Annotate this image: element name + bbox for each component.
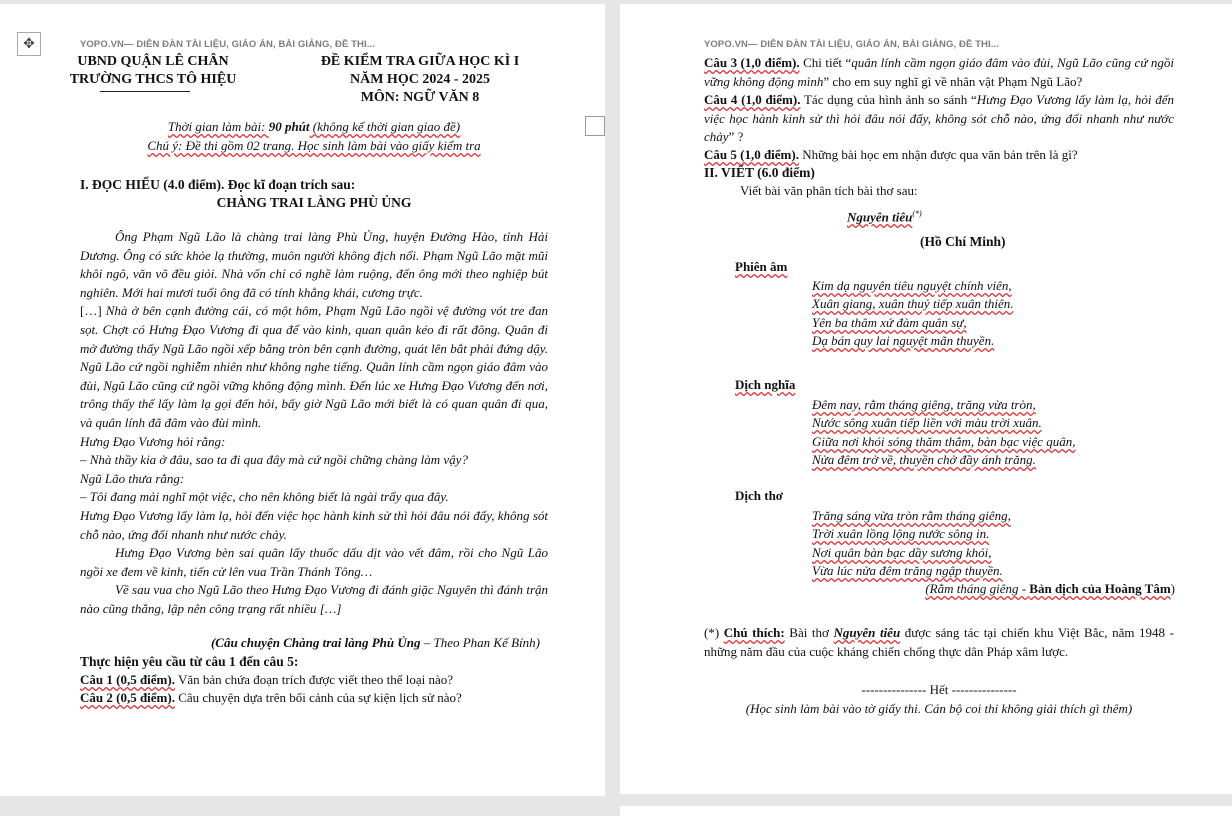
end-note: (Học sinh làm bài vào tờ giấy thi. Cán bộ coi thi không giải thích gì thêm) bbox=[745, 701, 1133, 716]
time-line: Thời gian làm bài: 90 phút (không kể thời gian giao đề) bbox=[167, 119, 461, 134]
section2-title: II. VIẾT (6.0 điểm) bbox=[704, 165, 815, 180]
question-5: Câu 5 (1,0 điểm). Những bài học em nhận được qua văn bản trên là gì? bbox=[704, 147, 1078, 162]
poem-line: Yên ba thâm xứ đàm quân sự, bbox=[812, 315, 967, 330]
story-paragraph: – Tôi đang mải nghĩ một việc, cho nên không biết là ngài trẩy qua đây. bbox=[80, 489, 449, 505]
story-text bbox=[80, 228, 548, 618]
school-authority: UBND QUẬN LÊ CHÂN bbox=[77, 54, 229, 69]
poem-line: Nước sông xuân tiếp liền với màu trời xuân. bbox=[812, 415, 1042, 430]
dich-tho-label: Dịch thơ bbox=[735, 488, 784, 503]
poem-line: Trời xuân lồng lộng nước sông in. bbox=[812, 526, 990, 541]
poem-line: Dạ bán quy lai nguyệt mãn thuyền. bbox=[812, 333, 995, 348]
story-paragraph: […] Nhà ở bên cạnh đường cái, có một hôm, Phạm Ngũ Lão ngồi vệ đường vót tre đan sọt. Chợt có Hưng Đạo Vương đi qua để vào kinh, quan quân kéo đi rất đông. Quân đi mở đường thấy Ngũ Lão ngồi xếp bằng tròn bên cạnh đường, quát lên bắt phải đứng dậy. Ngũ Lão cứ ngồi nghiễm nhiên như không nghe tiếng. Quân lính cầm ngọn giáo đâm vào đùi, Ngũ Lão cũng cứ ngồi vững không động mình. Đến lúc xe Hưng Đạo Vương đến nơi, trông thấy thế lấy làm lạ gọi đến hỏi, bấy giờ Ngũ Lão mới biết là có quan quân đi qua, và quân lính đã đâm vào đùi mình. bbox=[80, 303, 548, 430]
translation-credit: (Rằm tháng giêng - Bản dịch của Hoàng Tâm) bbox=[925, 581, 1175, 596]
story-paragraph: Ngũ Lão thưa rằng: bbox=[80, 470, 185, 486]
phien-am-label: Phiên âm bbox=[735, 259, 788, 274]
poem-line: Trăng sáng vừa tròn rằm tháng giêng, bbox=[812, 508, 1011, 523]
poem-line: Kim dạ nguyên tiêu nguyệt chính viên, bbox=[812, 278, 1012, 293]
dich-nghia-label: Dịch nghĩa bbox=[735, 377, 796, 392]
story-paragraph: – Nhà thầy kia ở đâu, sao ta đi qua đây mà cứ ngồi chững chàng làm vậy? bbox=[80, 452, 468, 468]
watermark: YOPO.VN— DIỄN ĐÀN TÀI LIỆU, GIÁO ÁN, BÀI GIẢNG, ĐỀ THI... bbox=[704, 39, 999, 50]
poem-line: Nơi quân bàn bạc dầy sương khói, bbox=[812, 545, 992, 560]
story-title: CHÀNG TRAI LÀNG PHÙ ỦNG bbox=[216, 195, 412, 210]
watermark: YOPO.VN— DIỄN ĐÀN TÀI LIỆU, GIÁO ÁN, BÀI GIẢNG, ĐỀ THI... bbox=[80, 39, 375, 50]
story-paragraph: Về sau vua cho Ngũ Lão theo Hưng Đạo Vương đi đánh giặc Nguyên thì đánh trận nào cũng thắng, lập nên công trạng rất nhiều […] bbox=[80, 582, 548, 616]
header-divider bbox=[100, 91, 190, 92]
section1-title: I. ĐỌC HIỂU (4.0 điểm). Đọc kĩ đoạn trích sau: bbox=[80, 177, 356, 192]
footnote: (*) Chú thích: Bài thơ Nguyên tiêu được sáng tác tại chiến khu Việt Bắc, năm 1948 - những năm đầu của cuộc kháng chiến chống thực dân Pháp xâm lược. bbox=[704, 625, 1174, 659]
story-paragraph: Hưng Đạo Vương bèn sai quân lấy thuốc dấu dịt vào vết đâm, rồi cho Ngũ Lão ngồi xe đem về kinh, tiến cử lên vua Trần Thánh Tông… bbox=[80, 545, 548, 579]
school-year: NĂM HỌC 2024 - 2025 bbox=[350, 72, 490, 87]
poem-line: Xuân giang, xuân thuỷ tiếp xuân thiên. bbox=[812, 296, 1014, 311]
question-1: Câu 1 (0,5 điểm). Văn bản chứa đoạn trích được viết theo thể loại nào? bbox=[80, 672, 454, 687]
document-page-1 bbox=[0, 4, 605, 796]
poem-line: Giữa nơi khói sóng thăm thẳm, bàn bạc việc quân, bbox=[812, 434, 1076, 449]
question-2: Câu 2 (0,5 điểm). Câu chuyện dựa trên bối cảnh của sự kiện lịch sử nào? bbox=[80, 690, 462, 705]
end-mark: --------------- Hết --------------- bbox=[861, 682, 1017, 697]
task-intro: Thực hiện yêu cầu từ câu 1 đến câu 5: bbox=[80, 654, 299, 669]
exam-title: ĐỀ KIỂM TRA GIỮA HỌC KÌ I bbox=[320, 54, 520, 69]
document-page-3 bbox=[620, 806, 1232, 816]
question-3: Câu 3 (1,0 điểm). Chi tiết “quân lính cầm ngọn giáo đâm vào đùi, Ngũ Lão cũng cứ ngồi vững không động mình” cho em suy nghĩ gì về nhân vật Phạm Ngũ Lão? bbox=[704, 55, 1174, 89]
subject: MÔN: NGỮ VĂN 8 bbox=[360, 90, 480, 105]
poem-title: Nguyên tiêu(*) bbox=[847, 209, 922, 225]
story-paragraph: Hưng Đạo Vương lấy làm lạ, hỏi đến việc học hành kinh sử thì hỏi đâu nói đấy, không sót chỗ nào, ứng đối nhanh như nước chảy. bbox=[80, 507, 548, 542]
poem-line: Nửa đêm trở về, thuyền chở đầy ánh trăng. bbox=[812, 452, 1036, 467]
document-page-2 bbox=[620, 4, 1232, 794]
poem-author: (Hồ Chí Minh) bbox=[920, 234, 1006, 249]
school-name: TRƯỜNG THCS TÔ HIỆU bbox=[69, 72, 237, 87]
poem-line: Đêm nay, rằm tháng giêng, trăng vừa tròn, bbox=[812, 397, 1036, 412]
exam-note: Chú ý: Đề thi gồm 02 trang. Học sinh làm bài vào giấy kiểm tra bbox=[147, 138, 481, 153]
page-gap-checkbox-icon[interactable] bbox=[585, 116, 605, 136]
story-paragraph: Hưng Đạo Vương hỏi rằng: bbox=[80, 433, 226, 449]
story-paragraph: Ông Phạm Ngũ Lão là chàng trai làng Phù Ủng, huyện Đường Hào, tỉnh Hải Dương. Ông có sức khỏe lạ thường, muôn người không địch nổi. Phạm Ngũ Lão mặt mũi khôi ngô, văn võ đều giỏi. Nhà vốn chỉ có nghề làm ruộng, đến ông mới theo nghiệp bút nghiên. Mới hai mươi tuổi ông đã có tính khẳng khái, cương trực. bbox=[80, 229, 548, 300]
table-move-handle-icon[interactable]: ✥ bbox=[17, 32, 41, 56]
section2-task: Viết bài văn phân tích bài thơ sau: bbox=[740, 183, 918, 198]
question-4: Câu 4 (1,0 điểm). Tác dụng của hình ảnh so sánh “Hưng Đạo Vương lấy làm lạ, hỏi đến việc học hành kinh sử thì hỏi đâu nói đấy, không sót chỗ nào, ứng đối nhanh như nước chảy” ? bbox=[704, 92, 1175, 144]
poem-line: Vừa lúc nửa đêm trăng ngập thuyền. bbox=[812, 563, 1003, 578]
story-source: (Câu chuyện Chàng trai làng Phù Ủng – Theo Phan Kế Bính) bbox=[210, 635, 540, 650]
